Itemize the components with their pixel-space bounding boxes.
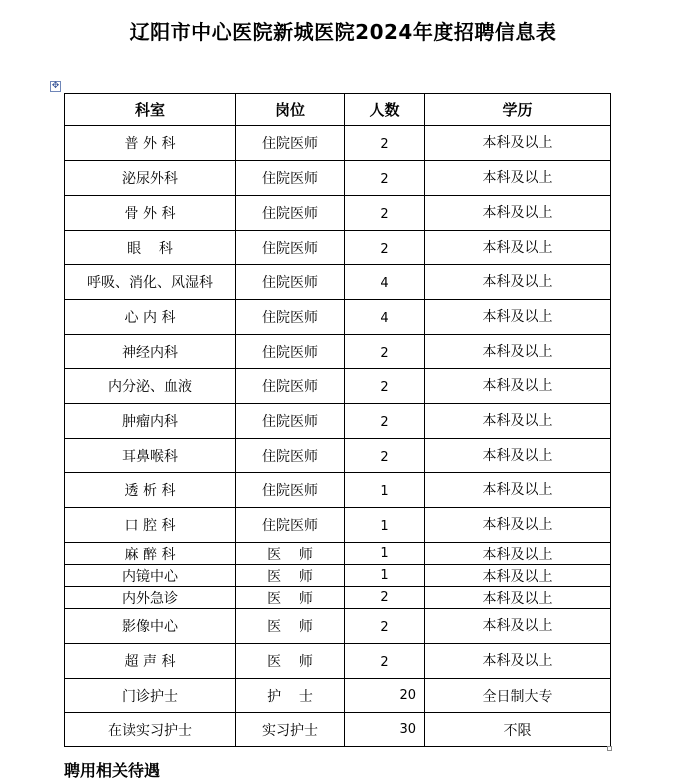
cell-department: 内外急诊 [65, 587, 236, 609]
header-education: 学历 [425, 94, 611, 126]
table-row [65, 265, 611, 300]
cell-count: 20 [345, 679, 425, 713]
cell-position: 住院医师 [236, 265, 345, 300]
table-row [65, 439, 611, 473]
cell-education: 本科及以上 [425, 161, 611, 196]
cell-education: 本科及以上 [425, 473, 611, 508]
header-position: 岗位 [236, 94, 345, 126]
cell-department: 口 腔 科 [65, 508, 236, 543]
cell-department: 眼 科 [65, 231, 236, 265]
cell-count: 2 [345, 161, 425, 196]
table-row [65, 126, 611, 161]
cell-count: 2 [345, 439, 425, 473]
table-row [65, 369, 611, 404]
cell-department: 门诊护士 [65, 679, 236, 713]
page-title: 辽阳市中心医院新城医院2024年度招聘信息表 [129, 20, 557, 44]
cell-department: 在读实习护士 [65, 713, 236, 747]
cell-count: 30 [345, 713, 425, 747]
recruitment-table [64, 93, 611, 747]
cell-position: 住院医师 [236, 161, 345, 196]
cell-count: 1 [345, 565, 425, 587]
table-row [65, 543, 611, 565]
cell-department: 超 声 科 [65, 644, 236, 679]
cell-count: 2 [345, 587, 425, 609]
table-row [65, 565, 611, 587]
cell-education: 本科及以上 [425, 609, 611, 644]
table-row [65, 679, 611, 713]
table-row [65, 161, 611, 196]
cell-department: 神经内科 [65, 335, 236, 369]
cell-count: 2 [345, 644, 425, 679]
table-row [65, 196, 611, 231]
move-handle-icon[interactable]: ✥ [51, 81, 60, 91]
table-row [65, 404, 611, 439]
cell-education: 本科及以上 [425, 265, 611, 300]
cell-education: 本科及以上 [425, 300, 611, 335]
table-row [65, 508, 611, 543]
cell-education: 本科及以上 [425, 644, 611, 679]
cell-count: 2 [345, 609, 425, 644]
cell-education: 本科及以上 [425, 126, 611, 161]
cell-count: 2 [345, 404, 425, 439]
cell-education: 本科及以上 [425, 587, 611, 609]
cell-position: 住院医师 [236, 300, 345, 335]
cell-position: 实习护士 [236, 713, 345, 747]
table-row [65, 609, 611, 644]
cell-count: 2 [345, 196, 425, 231]
cell-count: 4 [345, 265, 425, 300]
cell-education: 不限 [425, 713, 611, 747]
table-row [65, 231, 611, 265]
cell-department: 普 外 科 [65, 126, 236, 161]
cell-education: 本科及以上 [425, 439, 611, 473]
cell-department: 内镜中心 [65, 565, 236, 587]
cell-position: 住院医师 [236, 473, 345, 508]
cell-education: 本科及以上 [425, 196, 611, 231]
cell-position: 住院医师 [236, 508, 345, 543]
cell-department: 泌尿外科 [65, 161, 236, 196]
cell-count: 2 [345, 369, 425, 404]
cell-education: 本科及以上 [425, 369, 611, 404]
header-count: 人数 [345, 94, 425, 126]
cell-department: 心 内 科 [65, 300, 236, 335]
cell-position: 住院医师 [236, 196, 345, 231]
cell-education: 本科及以上 [425, 508, 611, 543]
section-heading: 聘用相关待遇 [64, 761, 161, 780]
cell-position: 住院医师 [236, 369, 345, 404]
table-row [65, 713, 611, 747]
cell-position: 医 师 [236, 565, 345, 587]
cell-position: 住院医师 [236, 335, 345, 369]
cell-count: 1 [345, 543, 425, 565]
table-row [65, 473, 611, 508]
cell-count: 2 [345, 231, 425, 265]
cell-count: 1 [345, 473, 425, 508]
cell-position: 住院医师 [236, 404, 345, 439]
cell-education: 本科及以上 [425, 565, 611, 587]
table-header-row [65, 94, 611, 126]
cell-count: 1 [345, 508, 425, 543]
cell-position: 护 士 [236, 679, 345, 713]
cell-position: 医 师 [236, 587, 345, 609]
cell-department: 麻 醉 科 [65, 543, 236, 565]
table-row [65, 587, 611, 609]
cell-count: 4 [345, 300, 425, 335]
cell-count: 2 [345, 335, 425, 369]
cell-position: 医 师 [236, 609, 345, 644]
cell-education: 全日制大专 [425, 679, 611, 713]
cell-position: 住院医师 [236, 231, 345, 265]
cell-department: 呼吸、消化、风湿科 [65, 265, 236, 300]
cell-education: 本科及以上 [425, 335, 611, 369]
cell-department: 耳鼻喉科 [65, 439, 236, 473]
cell-position: 医 师 [236, 543, 345, 565]
header-department: 科室 [65, 94, 236, 126]
cell-department: 肿瘤内科 [65, 404, 236, 439]
cell-position: 住院医师 [236, 439, 345, 473]
cell-department: 透 析 科 [65, 473, 236, 508]
table-row [65, 335, 611, 369]
cell-education: 本科及以上 [425, 543, 611, 565]
table-row [65, 300, 611, 335]
cell-department: 骨 外 科 [65, 196, 236, 231]
cell-education: 本科及以上 [425, 404, 611, 439]
cell-education: 本科及以上 [425, 231, 611, 265]
cell-position: 住院医师 [236, 126, 345, 161]
cell-department: 影像中心 [65, 609, 236, 644]
table-resize-handle[interactable] [607, 746, 612, 751]
cell-department: 内分泌、血液 [65, 369, 236, 404]
table-row [65, 644, 611, 679]
cell-position: 医 师 [236, 644, 345, 679]
cell-count: 2 [345, 126, 425, 161]
